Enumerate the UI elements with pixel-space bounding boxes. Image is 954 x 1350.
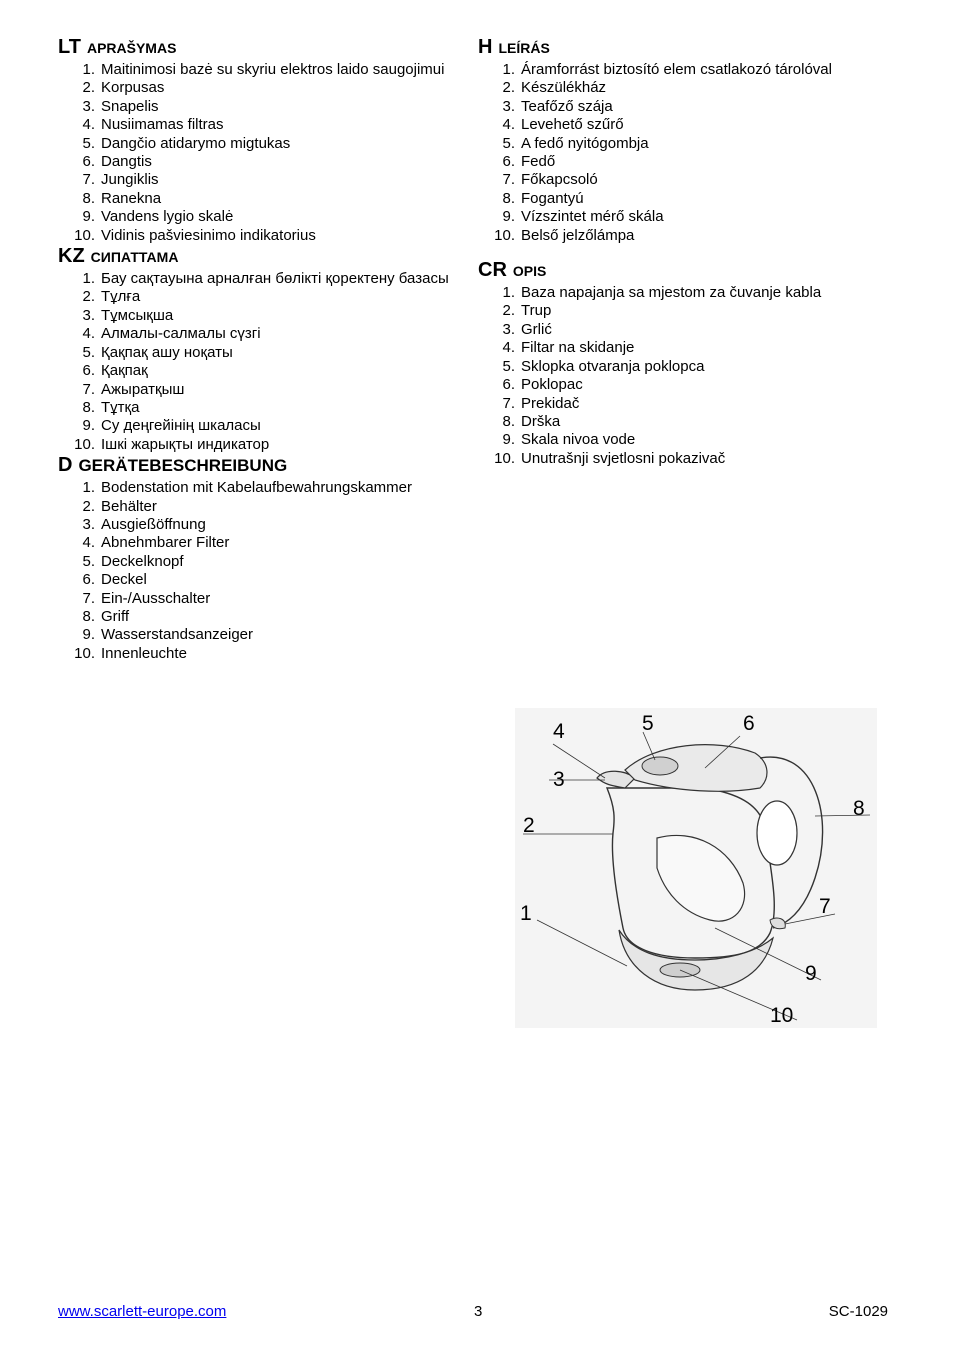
item-text: Sklopka otvaranja poklopca — [521, 357, 705, 375]
item-text: Бау сақтауына арналған бөлікті қоректену базасы — [101, 270, 449, 288]
item-number: 9. — [502, 208, 515, 226]
list-item — [478, 116, 898, 134]
item-number: 4. — [82, 325, 95, 343]
section-title: APRAŠYMAS — [86, 40, 177, 56]
item-number: 2. — [82, 288, 95, 306]
list-item — [58, 571, 458, 589]
callout-6: 6 — [743, 712, 755, 735]
item-number: 10. — [74, 644, 95, 662]
item-number: 4. — [502, 116, 515, 134]
list-item — [58, 325, 458, 343]
section-title: OPIS — [512, 263, 547, 280]
item-text: Алмалы-салмалы сүзгі — [101, 325, 261, 343]
item-number: 1. — [502, 61, 515, 78]
item-text: Belső jelzőlámpa — [521, 226, 635, 244]
item-text: Bodenstation mit Kabelaufbewahrungskammer — [101, 479, 413, 497]
parts-list — [478, 284, 898, 468]
page-number: 3 — [474, 1303, 483, 1320]
item-text: Тұмсықша — [101, 306, 174, 324]
section-h — [478, 36, 898, 245]
parts-list — [58, 479, 458, 663]
list-item — [58, 227, 458, 245]
item-number: 2. — [502, 302, 515, 320]
item-text: Abnehmbarer Filter — [101, 534, 230, 552]
item-number: 5. — [502, 134, 515, 152]
item-number: 7. — [82, 589, 95, 607]
item-number: 8. — [82, 607, 95, 625]
item-text: Vidinis pašviesinimo indikatorius — [101, 226, 316, 244]
section-code: H — [478, 36, 493, 58]
list-item — [58, 516, 458, 534]
item-number: 8. — [82, 398, 95, 416]
item-text: Ranekna — [101, 189, 162, 207]
list-item — [58, 98, 458, 116]
list-item — [478, 302, 898, 320]
item-text: Griff — [101, 607, 130, 625]
item-text: Vandens lygio skalė — [101, 208, 234, 226]
item-number: 3. — [82, 97, 95, 115]
item-number: 9. — [82, 208, 95, 226]
item-number: 6. — [82, 153, 95, 171]
list-item — [58, 436, 458, 454]
list-item — [58, 270, 458, 288]
list-item — [58, 590, 458, 608]
list-item — [478, 208, 898, 226]
item-text: Innenleuchte — [101, 644, 187, 662]
item-number: 6. — [502, 153, 515, 171]
list-item — [478, 321, 898, 339]
item-number: 9. — [82, 417, 95, 435]
list-item — [58, 288, 458, 306]
list-item — [58, 626, 458, 644]
list-item — [58, 417, 458, 435]
section-heading — [58, 245, 458, 270]
section-spacer — [478, 245, 898, 259]
callout-4: 4 — [553, 720, 565, 743]
item-text: Тұтқа — [101, 398, 140, 416]
website-link[interactable]: www.scarlett-europe.com — [58, 1303, 227, 1320]
item-number: 7. — [82, 380, 95, 398]
item-number: 4. — [502, 339, 515, 357]
parts-list — [58, 61, 458, 245]
list-item — [478, 227, 898, 245]
list-item — [478, 135, 898, 153]
section-heading — [58, 36, 458, 61]
item-text: Snapelis — [101, 97, 159, 115]
parts-list — [58, 270, 458, 454]
item-number: 6. — [82, 571, 95, 589]
section-kz — [58, 245, 458, 454]
item-number: 10. — [494, 226, 515, 244]
item-text: Filtar na skidanje — [521, 339, 635, 357]
item-number: 3. — [82, 306, 95, 324]
item-text: Jungiklis — [101, 171, 159, 189]
list-item — [58, 553, 458, 571]
list-item — [478, 98, 898, 116]
item-number: 6. — [502, 376, 515, 394]
list-item — [58, 61, 458, 79]
right-column — [478, 36, 898, 468]
list-item — [478, 61, 898, 79]
kettle-diagram — [515, 708, 877, 1028]
list-item — [58, 534, 458, 552]
list-item — [478, 153, 898, 171]
item-number: 2. — [82, 497, 95, 515]
section-title: LEÍRÁS — [498, 40, 550, 56]
section-code: KZ — [58, 245, 85, 268]
section-code: D — [58, 454, 73, 477]
parts-list — [478, 61, 898, 245]
page-footer — [58, 1303, 888, 1325]
list-item — [58, 498, 458, 516]
item-text: Behälter — [101, 497, 157, 515]
item-number: 2. — [82, 79, 95, 97]
item-text: Skala nivoa vode — [521, 431, 636, 449]
section-code: CR — [478, 259, 507, 282]
handle-opening — [757, 801, 797, 865]
item-number: 10. — [74, 435, 95, 453]
item-number: 1. — [82, 270, 95, 288]
item-text: Dangčio atidarymo migtukas — [101, 134, 291, 152]
callout-5: 5 — [642, 712, 654, 735]
item-text: Deckel — [101, 571, 147, 589]
callout-7: 7 — [819, 895, 831, 918]
item-text: Nusiimamas filtras — [101, 116, 224, 134]
item-text: Vízszintet mérő skála — [521, 208, 664, 226]
item-number: 5. — [82, 343, 95, 361]
item-number: 8. — [502, 412, 515, 430]
item-text: Ажыратқыш — [101, 380, 185, 398]
section-d — [58, 454, 458, 663]
section-heading — [478, 259, 898, 284]
list-item — [478, 190, 898, 208]
item-number: 7. — [502, 171, 515, 189]
item-number: 8. — [502, 189, 515, 207]
list-item — [478, 79, 898, 97]
list-item — [478, 284, 898, 302]
item-text: Korpusas — [101, 79, 165, 97]
list-item — [478, 171, 898, 189]
item-number: 5. — [502, 357, 515, 375]
list-item — [58, 171, 458, 189]
list-item — [478, 395, 898, 413]
callout-10: 10 — [770, 1004, 794, 1027]
list-item — [58, 645, 458, 663]
kettle-drawing — [515, 708, 877, 1028]
item-number: 7. — [502, 394, 515, 412]
item-number: 9. — [502, 431, 515, 449]
callout-3: 3 — [553, 768, 565, 791]
item-text: Készülékház — [521, 79, 607, 97]
item-text: Fedő — [521, 153, 556, 171]
item-text: Trup — [521, 302, 552, 320]
item-text: Teafőző szája — [521, 97, 613, 115]
item-text: Ein-/Ausschalter — [101, 589, 211, 607]
list-item — [58, 307, 458, 325]
model-number: SC-1029 — [828, 1303, 888, 1320]
item-text: Levehető szűrő — [521, 116, 624, 134]
section-title: GERÄTEBESCHREIBUNG — [78, 456, 288, 476]
item-number: 1. — [82, 61, 95, 78]
item-text: Қақпақ ашу ноқаты — [101, 343, 233, 361]
list-item — [58, 608, 458, 626]
item-number: 2. — [502, 79, 515, 97]
left-column — [58, 36, 458, 663]
item-text: Főkapcsoló — [521, 171, 598, 189]
item-text: Ішкі жарықты индикатор — [101, 435, 270, 453]
item-number: 8. — [82, 189, 95, 207]
item-text: Poklopac — [521, 376, 583, 394]
callout-8: 8 — [853, 797, 865, 820]
item-number: 1. — [82, 479, 95, 497]
list-item — [478, 413, 898, 431]
section-heading — [58, 454, 458, 479]
item-text: Dangtis — [101, 153, 152, 171]
item-text: Áramforrást biztosító elem csatlakozó tárolóval — [521, 61, 832, 78]
item-text: Fogantyú — [521, 189, 584, 207]
list-item — [58, 344, 458, 362]
item-number: 3. — [502, 97, 515, 115]
item-text: Ausgießöffnung — [101, 515, 206, 533]
item-text: Baza napajanja sa mjestom za čuvanje kabla — [521, 284, 822, 302]
item-text: Prekidač — [521, 394, 580, 412]
item-text: Maitinimosi bazė su skyriu elektros laido saugojimui — [101, 61, 445, 78]
item-number: 9. — [82, 626, 95, 644]
item-number: 1. — [502, 284, 515, 302]
list-item — [58, 135, 458, 153]
list-item — [478, 450, 898, 468]
item-text: Wasserstandsanzeiger — [101, 626, 254, 644]
item-number: 5. — [82, 134, 95, 152]
item-number: 10. — [74, 226, 95, 244]
item-text: Deckelknopf — [101, 552, 184, 570]
item-number: 4. — [82, 534, 95, 552]
item-text: Grlić — [521, 320, 552, 338]
section-lt — [58, 36, 458, 245]
item-text: Су деңгейінің шкаласы — [101, 417, 261, 435]
list-item — [478, 358, 898, 376]
item-text: Қақпақ — [101, 362, 148, 380]
item-text: Drška — [521, 412, 561, 430]
section-heading — [478, 36, 898, 61]
item-text: Тұлға — [101, 288, 141, 306]
section-cr — [478, 259, 898, 468]
item-number: 6. — [82, 362, 95, 380]
list-item — [58, 362, 458, 380]
callout-2: 2 — [523, 814, 535, 837]
list-item — [478, 376, 898, 394]
list-item — [58, 79, 458, 97]
callout-9: 9 — [805, 962, 817, 985]
list-item — [58, 153, 458, 171]
item-number: 3. — [82, 515, 95, 533]
item-number: 5. — [82, 552, 95, 570]
list-item — [58, 479, 458, 497]
list-item — [478, 431, 898, 449]
list-item — [58, 381, 458, 399]
list-item — [58, 208, 458, 226]
section-code: LT — [58, 36, 81, 58]
item-text: A fedő nyitógombja — [521, 134, 649, 152]
item-number: 10. — [494, 449, 515, 467]
list-item — [478, 339, 898, 357]
item-number: 3. — [502, 320, 515, 338]
item-number: 7. — [82, 171, 95, 189]
item-text: Unutrašnji svjetlosni pokazivač — [521, 449, 726, 467]
list-item — [58, 190, 458, 208]
item-number: 4. — [82, 116, 95, 134]
section-title: СИПАТТАМА — [90, 249, 179, 266]
list-item — [58, 399, 458, 417]
lid-button — [642, 757, 678, 775]
callout-1: 1 — [520, 902, 532, 925]
list-item — [58, 116, 458, 134]
